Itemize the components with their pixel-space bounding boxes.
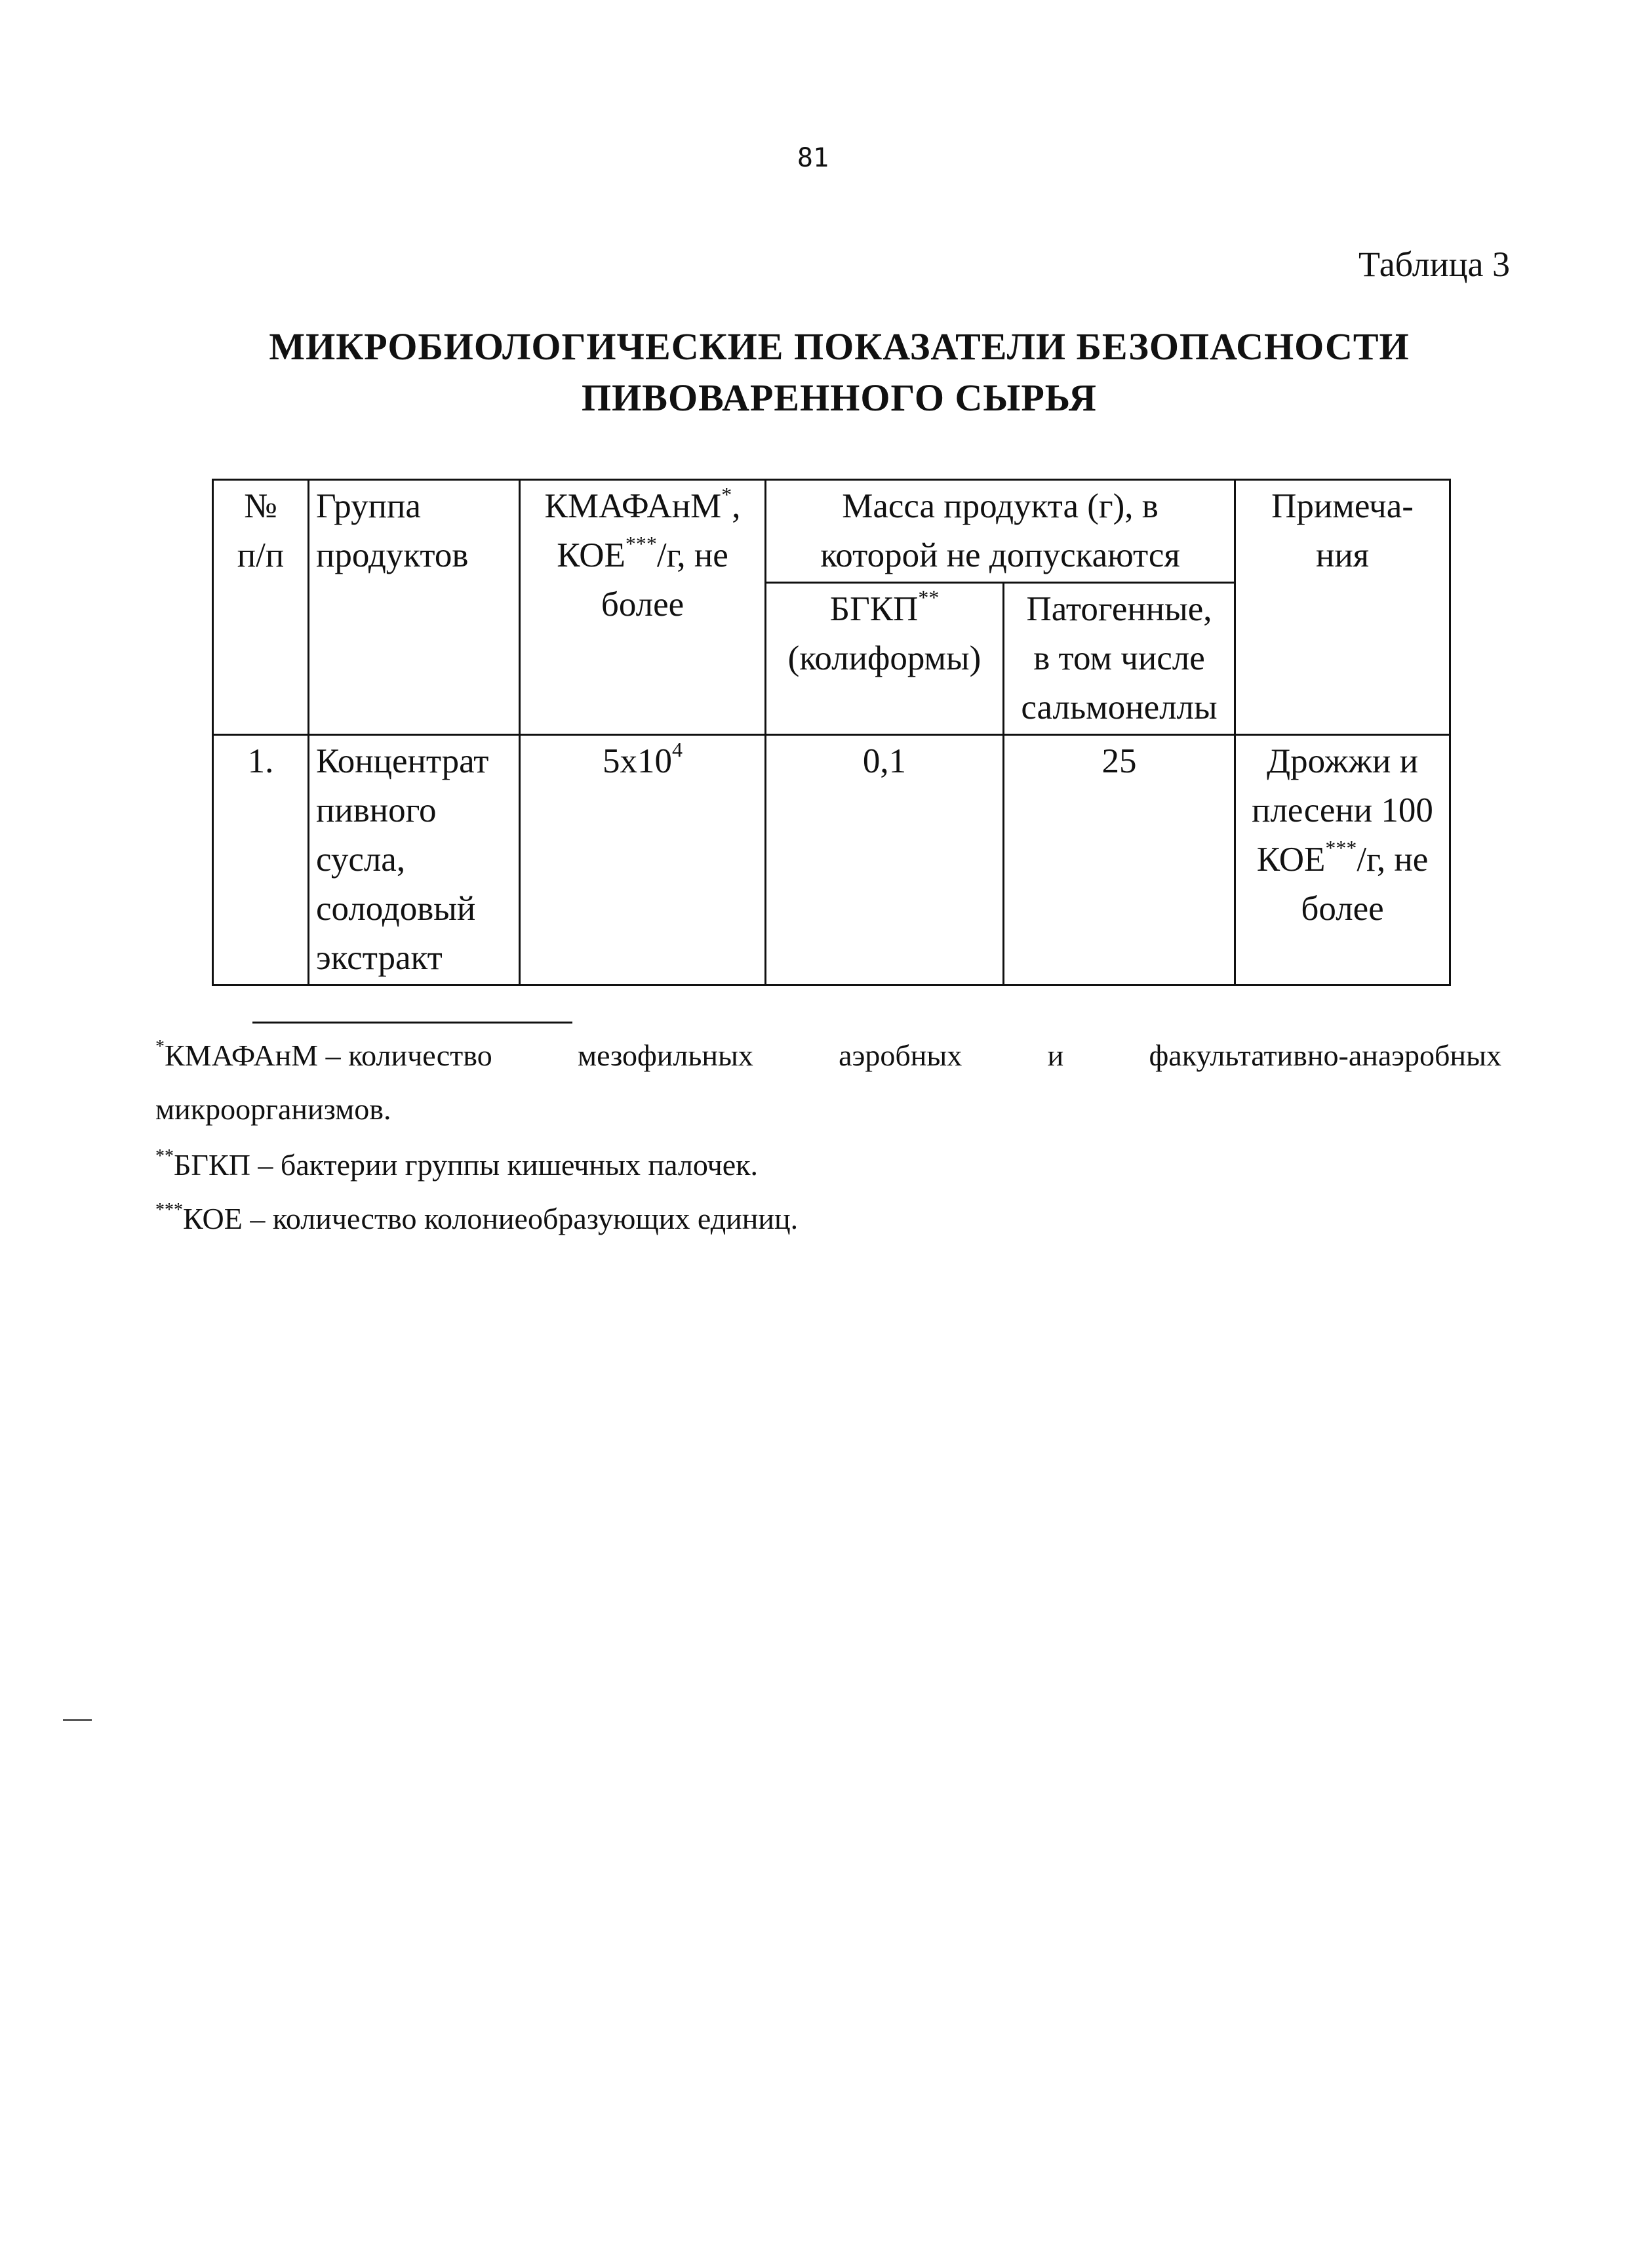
table-title-line-2: ПИВОВАРЕННОГО СЫРЬЯ xyxy=(582,376,1097,419)
header-num: № п/п xyxy=(213,480,309,735)
footnote-kmafanm: *КМАФАнМ – количество мезофильных аэробных и факультативно-анаэробных xyxy=(155,1037,1501,1072)
footnote-kmafanm-cont: микроорганизмов. xyxy=(155,1092,391,1126)
cell-notes: Дрожжи и плесени 100 КОЕ***/г, не более xyxy=(1235,735,1450,985)
footnote-koe: ***КОЕ – количество колониеобразующих единиц. xyxy=(155,1200,799,1235)
cell-bgkp: 0,1 xyxy=(766,735,1004,985)
header-row-1 xyxy=(213,480,1450,583)
header-bgkp: БГКП** (колиформы) xyxy=(766,583,1004,735)
margin-mark xyxy=(63,1719,92,1721)
header-pathogens: Патогенные, в том числе сальмонеллы xyxy=(1004,583,1235,735)
table-row xyxy=(213,735,1450,985)
microbiology-table xyxy=(212,479,1451,986)
header-kmafanm: КМАФАнМ*, КОЕ***/г, не более xyxy=(520,480,766,735)
table-title xyxy=(0,321,1626,424)
cell-group: Концентрат пивного сусла, солодовый экстракт xyxy=(309,735,520,985)
cell-pathogens: 25 xyxy=(1004,735,1235,985)
cell-num: 1. xyxy=(213,735,309,985)
page-number: 81 xyxy=(797,143,829,173)
header-mass-group: Масса продукта (г), в которой не допускаются xyxy=(766,480,1235,583)
cell-kmafanm: $5х10^4$ xyxy=(520,735,766,985)
table-title-line-1: МИКРОБИОЛОГИЧЕСКИЕ ПОКАЗАТЕЛИ БЕЗОПАСНОСТИ xyxy=(269,325,1410,368)
header-group: Группа продуктов xyxy=(309,480,520,735)
table-label: Таблица 3 xyxy=(1358,245,1510,284)
footnote-bgkp: **БГКП – бактерии группы кишечных палочек. xyxy=(155,1146,759,1182)
footnote-separator xyxy=(252,1022,572,1024)
header-notes: Примеча- ния xyxy=(1235,480,1450,735)
